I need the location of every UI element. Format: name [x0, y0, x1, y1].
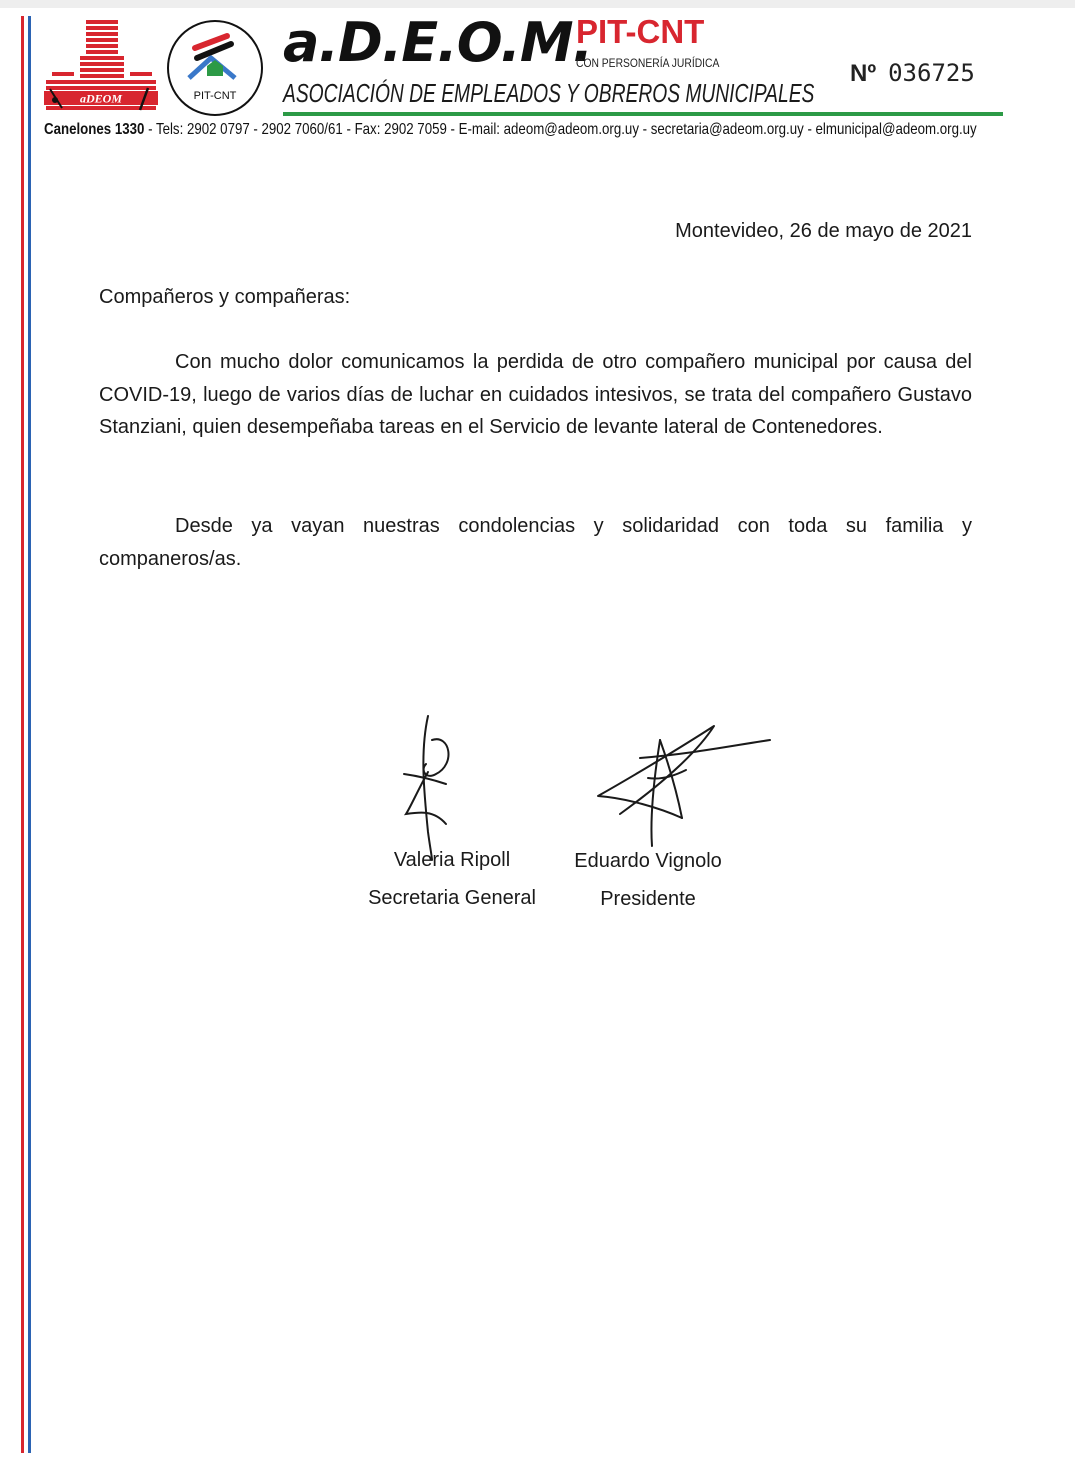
top-border-strip: [0, 0, 1075, 8]
signatory-name: Eduardo Vignolo: [574, 850, 722, 872]
signature-valeria-ripoll: [390, 712, 470, 862]
left-margin-blue-line: [28, 16, 31, 1453]
adeom-building-logo: [42, 18, 160, 114]
letter-paragraph: Con mucho dolor comunicamos la perdida de otro compañero municipal por causa del COVID-19, luego de varios días de luchar en cuidados intesivos, se trata del compañero Gustavo Stanziani, quien desempeñaba tareas en el Servicio de levante lateral de Contenedores.: [99, 351, 972, 439]
letter-salutation: Compañeros y compañeras:: [99, 286, 351, 308]
brand-name: a.D.E.O.M.: [283, 11, 593, 74]
legal-status-label: CON PERSONERÍA JURÍDICA: [576, 56, 720, 70]
signature-eduardo-vignolo: [590, 718, 775, 848]
logo-left-text: aDEOM: [79, 91, 123, 106]
header-green-rule: [283, 112, 1003, 116]
document-number-label: Nº: [850, 60, 877, 87]
contact-address: Canelones 1330: [44, 121, 145, 138]
signatory-title: Secretaria General: [368, 887, 536, 909]
left-margin-red-line: [21, 16, 24, 1453]
letter-paragraph: Desde ya vayan nuestras condolencias y solidaridad con toda su familia y companeros/as.: [99, 515, 972, 570]
pit-cnt-circle-logo: [165, 18, 265, 118]
letter-date: Montevideo, 26 de mayo de 2021: [675, 220, 972, 242]
contact-line: [44, 121, 977, 139]
association-name: ASOCIACIÓN DE EMPLEADOS Y OBREROS MUNICIPALES: [283, 78, 815, 108]
signatory-name: Valeria Ripoll: [393, 849, 511, 871]
contact-details: - Tels: 2902 0797 - 2902 7060/61 - Fax: 2902 7059 - E-mail: adeom@adeom.org.uy - secretaria@adeom.org.uy - elmunicipal@adeom.org.uy: [144, 121, 977, 138]
signatory-title: Presidente: [600, 888, 696, 910]
federation-label: PIT-CNT: [576, 13, 705, 50]
document-number: [850, 58, 975, 89]
document-number-value: 036725: [888, 59, 975, 87]
logo-right-text: PIT-CNT: [193, 90, 237, 102]
